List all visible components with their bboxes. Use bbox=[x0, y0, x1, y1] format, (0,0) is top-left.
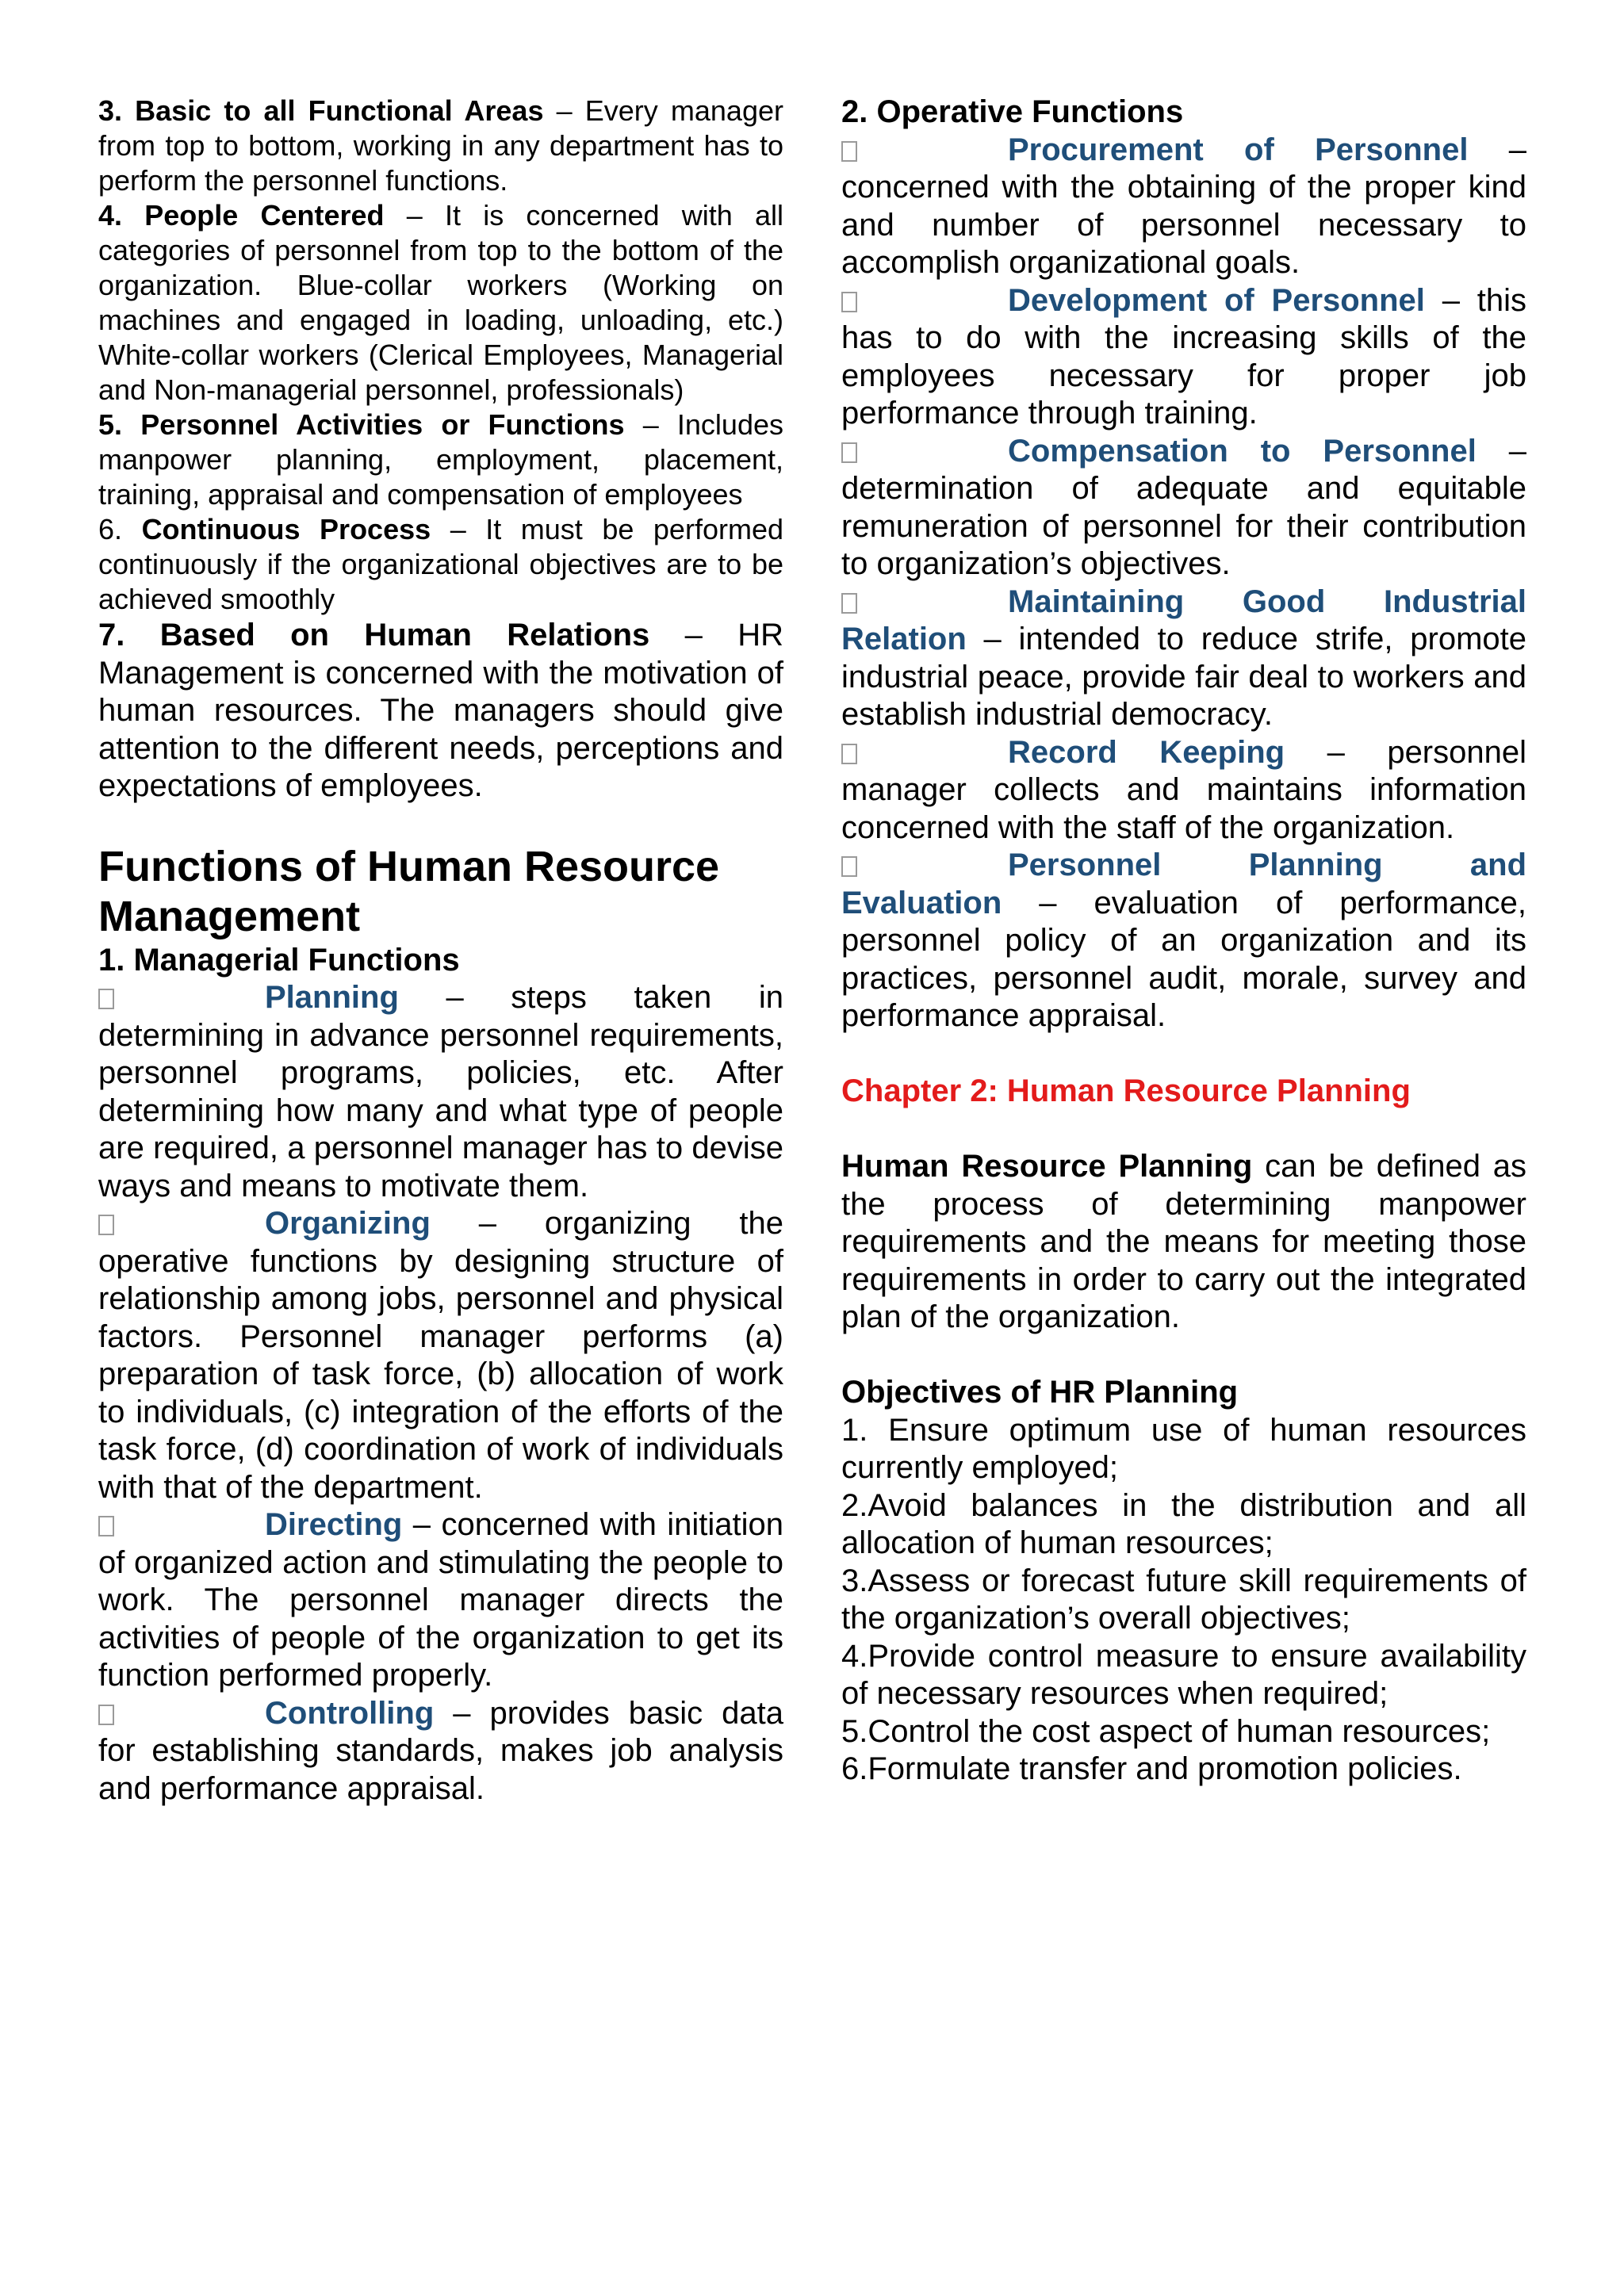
item-record-keeping: Record Keeping – personnel manager collects and maintains information concerned with the staff of the organization. bbox=[841, 734, 1526, 845]
objective-item: 4.Provide control measure to ensure availability of necessary resources when required; bbox=[841, 1638, 1526, 1711]
objective-item: 6.Formulate transfer and promotion policies. bbox=[841, 1751, 1462, 1786]
item-compensation: Compensation to Personnel – determination of adequate and equitable remuneration of personnel for their contribution to organization’s objectives. bbox=[841, 433, 1527, 581]
objectives-title: Objectives of HR Planning bbox=[841, 1375, 1239, 1410]
operative-functions-title: 2. Operative Functions bbox=[841, 94, 1184, 129]
item-industrial-relation: Maintaining Good Industrial Relation – intended to reduce strife, promote industrial peace, provide fair deal to workers and establish industrial democracy. bbox=[841, 584, 1526, 732]
right-column bbox=[841, 94, 1526, 1789]
checkbox-icon bbox=[841, 442, 857, 463]
item-organizing: Organizing – organizing the operative functions by designing structure of relationship among jobs, personnel and physical factors. Personnel manager performs (a) preparation of task force, (b) allocation of work to individuals, (c) integration of the efforts of the task force, (d) coordination of work of individuals with that of the department. bbox=[98, 1206, 783, 1505]
paragraph-continuous-process: 6. Continuous Process – It must be performed continuously if the organizational objectives are to be achieved smoothly bbox=[98, 513, 783, 615]
item-directing: Directing – concerned with initiation of organized action and stimulating the people to work. The personnel manager directs the activities of people of the organization to get its function performed properly. bbox=[98, 1507, 783, 1693]
hrp-definition: Human Resource Planning can be defined as the process of determining manpower requirements and the means for meeting those requirements in order to carry out the integrated plan of the organization. bbox=[841, 1149, 1527, 1334]
item-planning-evaluation: Personnel Planning and Evaluation – evaluation of performance, personnel policy of an organization and its practices, personnel audit, morale, survey and performance appraisal. bbox=[841, 848, 1526, 1033]
checkbox-icon bbox=[841, 593, 857, 614]
left-column bbox=[98, 94, 783, 1808]
section-heading: Functions of Human Resource Management bbox=[98, 842, 720, 940]
checkbox-icon bbox=[98, 989, 114, 1009]
objective-item: 2.Avoid balances in the distribution and all allocation of human resources; bbox=[841, 1487, 1526, 1560]
item-planning: Planning – steps taken in determining in advance personnel requirements, personnel programs, policies, etc. After determining how many and what type of people are required, a personnel manager has to devise ways and means to motivate them. bbox=[98, 980, 783, 1203]
objective-item: 1. Ensure optimum use of human resources currently employed; bbox=[841, 1412, 1526, 1485]
chapter-title: Chapter 2: Human Resource Planning bbox=[841, 1073, 1411, 1108]
checkbox-icon bbox=[841, 141, 857, 162]
paragraph-basic-functional-areas: 3. Basic to all Functional Areas – Every manager from top to bottom, working in any department has to perform the personnel functions. bbox=[98, 94, 783, 197]
checkbox-icon bbox=[841, 292, 857, 312]
item-procurement: Procurement of Personnel – concerned with the obtaining of the proper kind and number of personnel necessary to accomplish organizational goals. bbox=[841, 132, 1526, 280]
checkbox-icon bbox=[98, 1215, 114, 1235]
objective-item: 3.Assess or forecast future skill requirements of the organization’s overall objectives; bbox=[841, 1563, 1526, 1636]
checkbox-icon bbox=[98, 1705, 114, 1725]
checkbox-icon bbox=[841, 856, 857, 877]
item-development: Development of Personnel – this has to do with the increasing skills of the employees necessary for proper job performance through training. bbox=[841, 282, 1526, 430]
paragraph-people-centered: 4. People Centered – It is concerned with all categories of personnel from top to the bottom of the organization. Blue-collar workers (Working on machines and engaged in loading, unloading, etc.) White-collar workers (Clerical Employees, Managerial and Non-managerial personnel, professionals) bbox=[98, 199, 783, 406]
paragraph-personnel-activities: 5. Personnel Activities or Functions – Includes manpower planning, employment, placement, training, appraisal and compensation of employees bbox=[98, 408, 783, 511]
managerial-functions-title: 1. Managerial Functions bbox=[98, 942, 460, 978]
paragraph-human-relations: 7. Based on Human Relations – HR Management is concerned with the motivation of human resources. The managers should give attention to the different needs, perceptions and expectations of employees. bbox=[98, 618, 783, 803]
checkbox-icon bbox=[98, 1516, 114, 1536]
checkbox-icon bbox=[841, 744, 857, 764]
item-controlling: Controlling – provides basic data for establishing standards, makes job analysis and performance appraisal. bbox=[98, 1695, 783, 1806]
objective-item: 5.Control the cost aspect of human resources; bbox=[841, 1713, 1491, 1749]
